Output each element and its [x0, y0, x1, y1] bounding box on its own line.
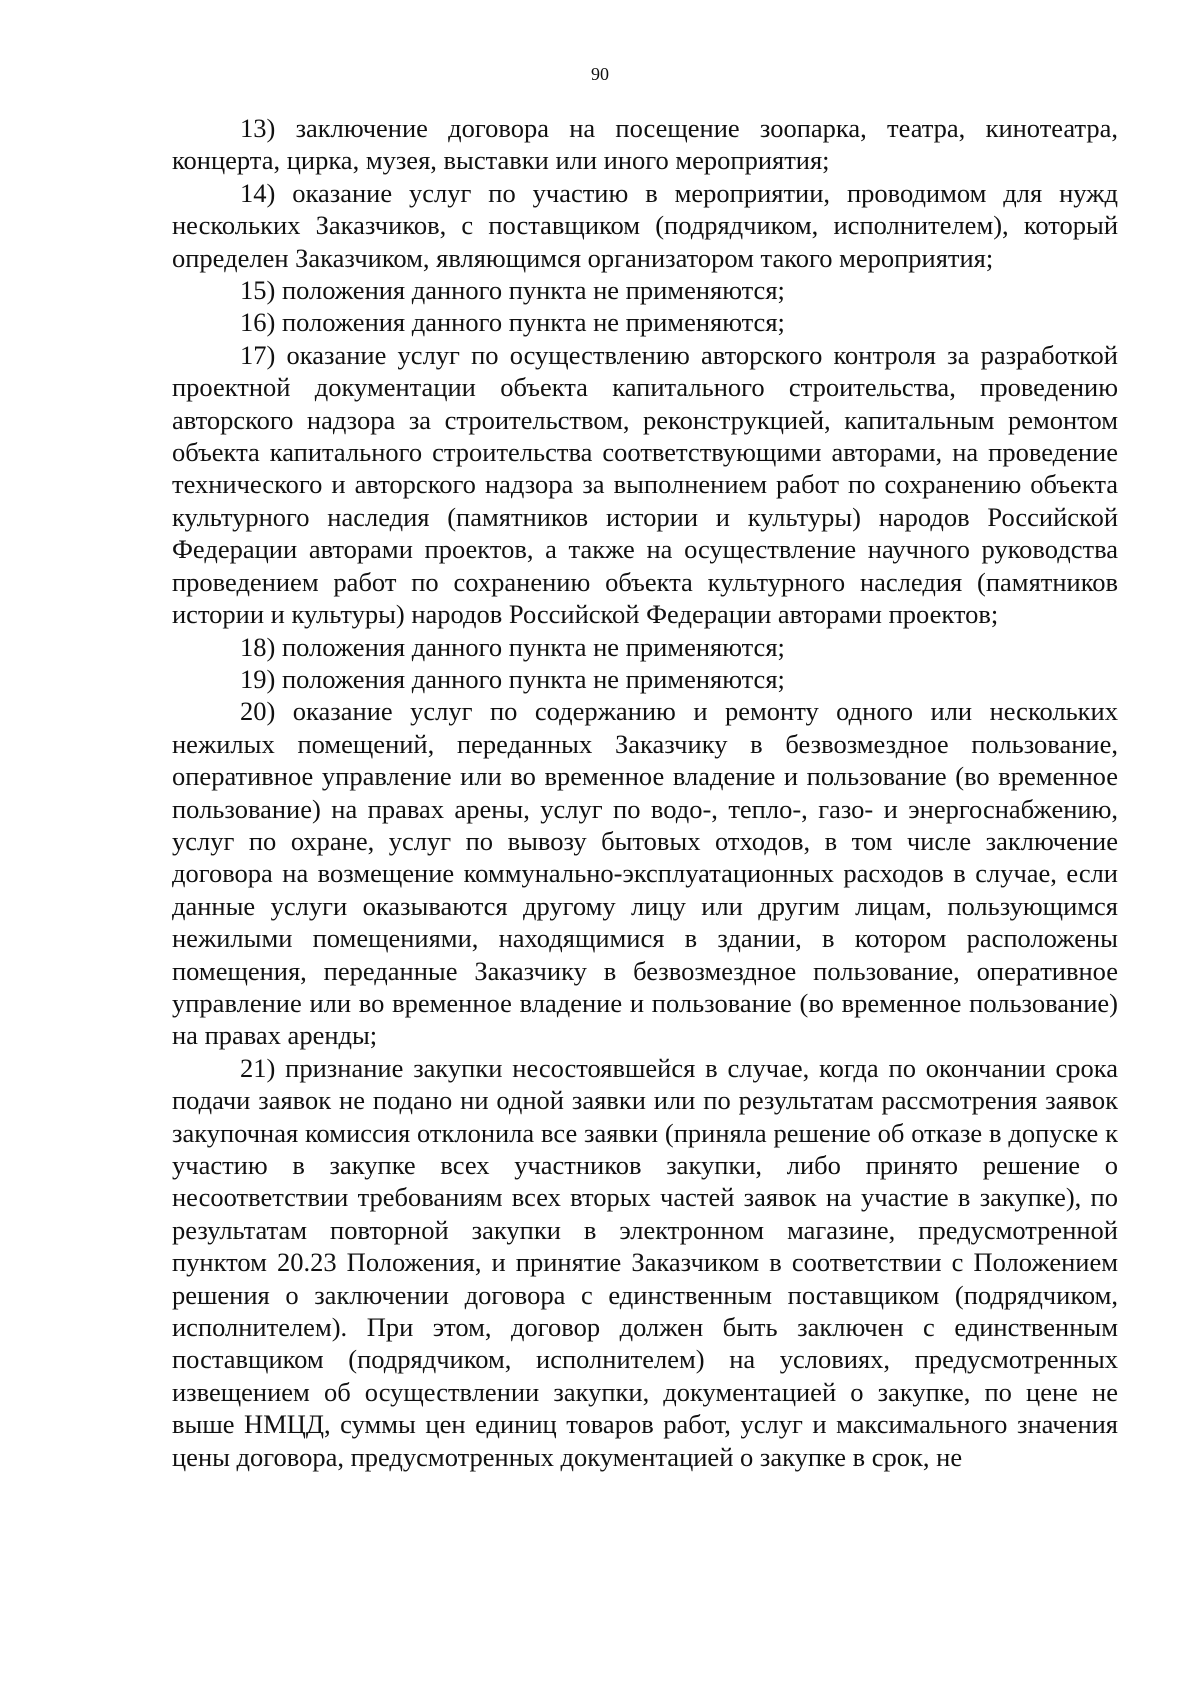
paragraph-17: 17) оказание услуг по осуществлению авторского контроля за разработкой проектной документации объекта капитального строительства, проведению авторского надзора за строительством, реконструкцией, капитальным ремонтом объекта капитального строительства соответствующими авторами, на проведение технического и авторского надзора за выполнением работ по сохранению объекта культурного наследия (памятников истории и культуры) народов Российской Федерации авторами проектов, а также на осуществление научного руководства проведением работ по сохранению объекта культурного наследия (памятников истории и культуры) народов Российской Федерации авторами проектов;	[172, 339, 1118, 630]
paragraph-16: 16) положения данного пункта не применяются;	[240, 307, 785, 338]
paragraph-18: 18) положения данного пункта не применяются;	[240, 631, 785, 662]
paragraph-20: 20) оказание услуг по содержанию и ремонту одного или нескольких нежилых помещений, переданных Заказчику в безвозмездное пользование, оперативное управление или во временное владение и пользование (во временное пользование) на правах арены, услуг по водо-, тепло-, газо- и энергоснабжению, услуг по охране, услуг по вывозу бытовых отходов, в том числе заключение договора на возмещение коммунально-эксплуатационных расходов в случае, если данные услуги оказываются другому лицу или другим лицам, пользующимся нежилыми помещениями, находящимися в здании, в котором расположены помещения, переданные Заказчику в безвозмездное пользование, оперативное управление или во временное владение и пользование (во временное пользование) на правах аренды;	[172, 696, 1118, 1051]
paragraph-14: 14) оказание услуг по участию в мероприятии, проводимом для нужд нескольких Заказчиков, с поставщиком (подрядчиком, исполнителем), который определен Заказчиком, являющимся организатором такого мероприятия;	[172, 177, 1118, 273]
paragraph-21: 21) признание закупки несостоявшейся в случае, когда по окончании срока подачи заявок не подано ни одной заявки или по результатам рассмотрения заявок закупочная комиссия отклонила все заявки (приняла решение об отказе в допуске к участию в закупке всех участников закупки, либо принято решение о несоответствии требованиям всех вторых частей заявок на участие в закупке), по результатам повторной закупки в электронном магазине, предусмотренной пунктом 20.23 Положения, и принятие Заказчиком в соответствии с Положением решения о заключении договора с единственным поставщиком (подрядчиком, исполнителем). При этом, договор должен быть заключен с единственным поставщиком (подрядчиком, исполнителем) на условиях, предусмотренных извещением об осуществлении закупки, документацией о закупке, по цене не выше НМЦД, суммы цен единиц товаров работ, услуг и максимального значения цены договора, предусмотренных документацией о закупке в срок, не	[172, 1052, 1118, 1472]
paragraph-19: 19) положения данного пункта не применяются;	[240, 663, 785, 694]
document-body	[172, 112, 1118, 1473]
paragraph-13: 13) заключение договора на посещение зоопарка, театра, кинотеатра, концерта, цирка, музея, выставки или иного мероприятия;	[172, 113, 1118, 176]
page-number: 90	[591, 64, 609, 84]
paragraph-15: 15) положения данного пункта не применяются;	[240, 275, 785, 306]
